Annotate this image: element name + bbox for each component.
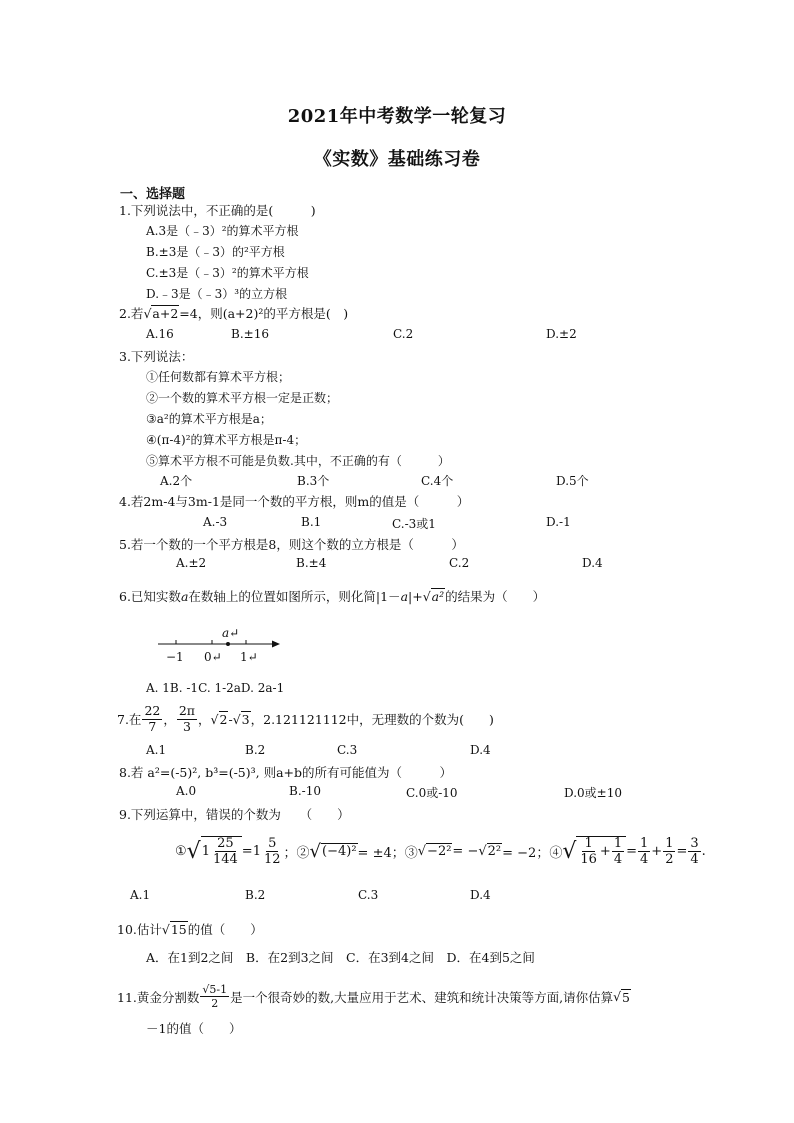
sqrt-symbol: √ <box>562 838 577 864</box>
sqrt-symbol: √ <box>422 589 431 604</box>
q7-pre: 7.在 <box>117 712 142 727</box>
q1-option-d: D.﹣3是（﹣3）³的立方根 <box>146 287 288 301</box>
q10-radicand: 15 <box>170 922 187 937</box>
question-3: 3.下列说法： <box>119 349 194 364</box>
sqrt-symbol: √ <box>210 711 219 727</box>
question-4: 4.若2m-4与3m-1是同一个数的平方根，则m的值是（ ） <box>119 494 470 509</box>
q2-option-c: C.2 <box>393 327 414 341</box>
q4-option-b: B.1 <box>301 515 322 529</box>
question-8: 8.若 a²=(-5)², b³=(-5)³, 则a+b的所有可能值为（ ） <box>119 765 453 780</box>
question-1: 1.下列说法中，不正确的是( ) <box>119 203 316 218</box>
q7-radicand-1: 2 <box>219 712 228 727</box>
q7-option-a: A.1 <box>146 743 167 757</box>
q9-expressions: ① √ 1 $\frac{25}{144}$ =1 $\frac{5}{12}$ ；② √ (−4)² = ±4；③ √ −2² = − √ 2² = −2；④ √ $\frac{1}{16}$ + $\frac{1}{4}$ = $\frac{1}{4}$ + $\frac{1}{2}$ = $\frac{3}{4}$ . <box>175 835 706 867</box>
q9-option-b: B.2 <box>245 888 266 902</box>
page-subtitle: 《实数》基础练习卷 <box>313 149 481 170</box>
q7-post: ，2.121121112中，无理数的个数为( ) <box>250 712 494 727</box>
question-9: 9.下列运算中，错误的个数为 （ ） <box>119 807 350 822</box>
q2-radicand: a+2 <box>152 306 179 321</box>
sqrt-symbol: √ <box>478 843 487 859</box>
sqrt-symbol: √ <box>613 989 622 1004</box>
sqrt-symbol: √ <box>143 306 152 321</box>
q2-option-b: B.±16 <box>231 327 269 341</box>
q5-option-b: B.±4 <box>296 556 327 570</box>
q6-var-a2: a <box>400 589 409 604</box>
question-11: 11.黄金分割数 $\frac{√5-1}{2}$ 是一个很奇妙的数,大量应用于艺术、建筑和统计决策等方面,请你估算 √ 5 <box>117 983 630 1010</box>
q1-option-c: C.±3是（﹣3）²的算术平方根 <box>146 266 309 280</box>
q7-option-d: D.4 <box>470 743 491 757</box>
sqrt-symbol: √ <box>232 711 241 727</box>
q3-option-b: B.3个 <box>297 474 330 488</box>
numline-label-one: 1↵ <box>240 650 258 664</box>
q7-radicand-2: 3 <box>241 712 250 727</box>
q11-radicand: 5 <box>622 989 630 1005</box>
q3-item-5: ⑤算术平方根不可能是负数.其中，不正确的有（ ） <box>146 454 450 468</box>
page-title: 2021年中考数学一轮复习 <box>287 106 507 127</box>
q9-option-d: D.4 <box>470 888 491 902</box>
sqrt-symbol: √ <box>186 838 201 864</box>
q3-option-c: C.4个 <box>421 474 454 488</box>
q9-option-a: A.1 <box>130 888 151 902</box>
q8-option-d: D.0或±10 <box>564 786 622 800</box>
q3-option-d: D.5个 <box>556 474 589 488</box>
q2-pre: 2.若 <box>119 306 144 321</box>
question-10: 10.估计√15的值（ ） <box>117 922 263 937</box>
numline-label-minus-one: −1 <box>166 650 184 664</box>
q1-option-a: A.3是（﹣3）²的算术平方根 <box>146 224 299 238</box>
question-11-line-2: －1的值（ ） <box>146 1021 242 1036</box>
sqrt-symbol: √ <box>309 840 322 862</box>
question-6 <box>119 587 545 605</box>
q6-options: A. 1B. -1C. 1-2aD. 2a-1 <box>146 681 285 695</box>
q3-item-3: ③a²的算术平方根是a； <box>146 412 272 426</box>
q7-option-b: B.2 <box>245 743 266 757</box>
q3-item-2: ②一个数的算术平方根一定是正数； <box>146 391 339 405</box>
sqrt-symbol: √ <box>161 922 170 937</box>
q6-mid: 在数轴上的位置如图所示，则化简|1－ <box>188 589 401 604</box>
q5-option-a: A.±2 <box>176 556 207 570</box>
point-a <box>226 642 230 646</box>
q4-option-c: C.-3或1 <box>392 517 436 531</box>
q10-options: A．在1到2之间 B．在2到3之间 C．在3到4之间 D．在4到5之间 <box>146 950 535 965</box>
q6-var-a: a <box>180 589 189 604</box>
axis-arrow-icon <box>272 641 280 648</box>
q6-radicand: a² <box>431 589 445 604</box>
q6-pre: 6.已知实数 <box>119 589 181 604</box>
question-2 <box>119 304 348 322</box>
numline-label-zero: 0↵ <box>204 650 222 664</box>
q7-option-c: C.3 <box>337 743 358 757</box>
fraction-22-7: $\frac{22}{7}$ <box>144 703 161 734</box>
fraction-2pi-3: $\frac{2\pi}{3}$ <box>178 703 196 734</box>
q2-option-a: A.16 <box>146 327 174 341</box>
golden-ratio-fraction: $\frac{√5-1}{2}$ <box>202 983 228 1010</box>
sqrt-symbol: √ <box>417 843 427 859</box>
q9-option-c: C.3 <box>358 888 379 902</box>
question-5: 5.若一个数的一个平方根是8，则这个数的立方根是（ ） <box>119 537 464 552</box>
q6-post: 的结果为（ ） <box>445 589 546 604</box>
q8-option-a: A.0 <box>176 784 197 798</box>
q2-post: =4，则(a+2)²的平方根是( ) <box>179 306 349 321</box>
q6-mid2: |+ <box>408 589 423 604</box>
q4-option-d: D.-1 <box>546 515 571 529</box>
q4-option-a: A.-3 <box>203 515 228 529</box>
q5-option-d: D.4 <box>582 556 603 570</box>
q3-item-1: ①任何数都有算术平方根； <box>146 370 291 384</box>
q5-option-c: C.2 <box>449 556 470 570</box>
q1-option-b: B.±3是（﹣3）的²平方根 <box>146 245 285 259</box>
section-heading: 一、选择题 <box>120 187 186 202</box>
q2-option-d: D.±2 <box>546 327 577 341</box>
q8-option-b: B.-10 <box>289 784 321 798</box>
q3-item-4: ④(π-4)²的算术平方根是π-4； <box>146 433 307 447</box>
numline-point-label: a↵ <box>222 626 240 640</box>
q8-option-c: C.0或-10 <box>406 786 458 800</box>
q3-option-a: A.2个 <box>160 474 193 488</box>
question-7: 7.在 $\frac{22}{7}$ ， $\frac{2\pi}{3}$ ， √ 2 - √ 3 ，2.121121112中，无理数的个数为( ) <box>117 703 494 734</box>
